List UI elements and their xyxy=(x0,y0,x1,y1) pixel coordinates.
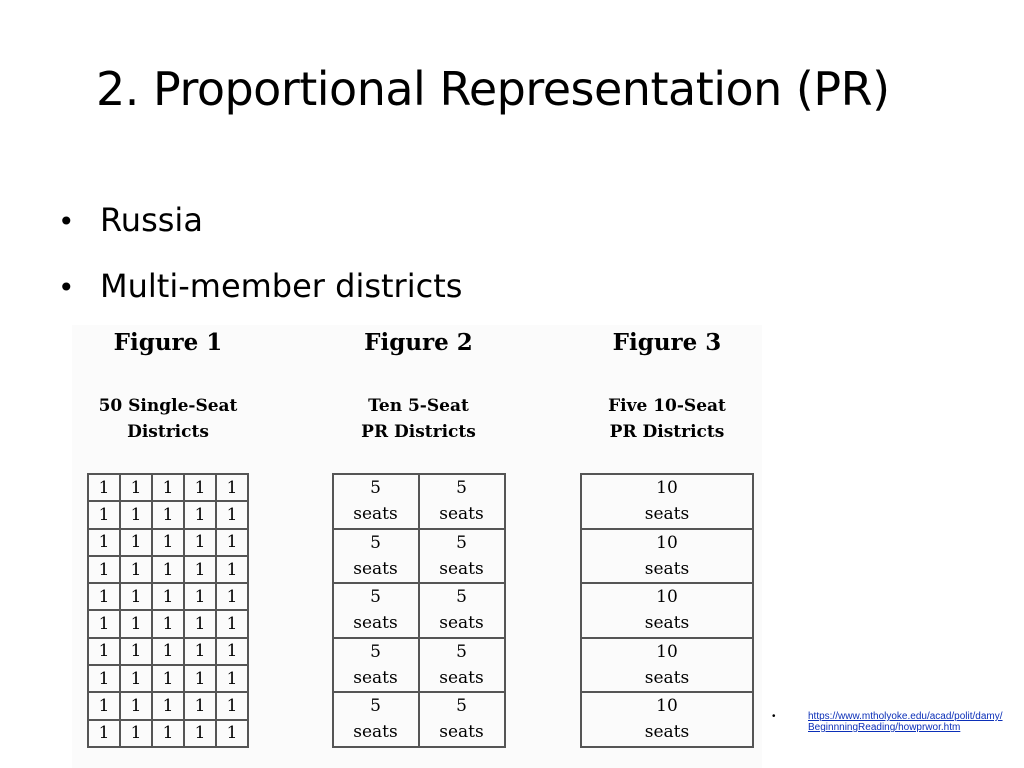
figure-1-cell: 1 xyxy=(120,474,152,501)
figure-3-title: Figure 3 xyxy=(612,329,722,356)
figure-2-row xyxy=(333,474,505,529)
figure-3-cell xyxy=(581,692,753,747)
figure-3-grid xyxy=(580,473,754,748)
figure-3-row xyxy=(581,529,753,584)
figure-2-cell-number: 5 xyxy=(370,587,381,608)
figure-2-cell-number: 5 xyxy=(370,532,381,553)
figure-1-row xyxy=(88,692,248,719)
figure-1-cell: 1 xyxy=(184,583,216,610)
figure-1-cell: 1 xyxy=(216,665,248,692)
figure-1-cell: 1 xyxy=(216,610,248,637)
bullet-marker: • xyxy=(58,205,75,238)
figure-1-cell: 1 xyxy=(88,583,120,610)
figure-3-cell-number: 10 xyxy=(656,532,678,553)
figure-1-title: Figure 1 xyxy=(113,329,223,356)
figure-1-cell: 1 xyxy=(88,556,120,583)
figure-1-cell: 1 xyxy=(88,474,120,501)
figure-1-row xyxy=(88,529,248,556)
figure-2-subtitle xyxy=(330,393,507,473)
figure-1-row xyxy=(88,610,248,637)
figure-3-subtitle xyxy=(578,393,756,473)
figure-1-cell: 1 xyxy=(216,583,248,610)
footnote-marker: • xyxy=(772,711,776,722)
figure-1-cell: 1 xyxy=(152,529,184,556)
figure-3-cell-unit: seats xyxy=(644,613,690,634)
figure-3-cell-unit: seats xyxy=(644,504,690,525)
slide-title: 2. Proportional Representation (PR) xyxy=(96,62,890,116)
figure-1-cell: 1 xyxy=(184,638,216,665)
figure-1-cell: 1 xyxy=(216,474,248,501)
figure-2-cell-unit: seats xyxy=(439,667,484,688)
figure-1-cell: 1 xyxy=(152,474,184,501)
source-link[interactable]: https://www.mtholyoke.edu/acad/polit/damy/BeginnningReading/howprwor.htm xyxy=(808,711,1003,733)
figure-2-cell xyxy=(419,583,505,638)
figure-3-cell-unit: seats xyxy=(644,667,690,688)
figure-2-subtitle-line1: Ten 5-Seat xyxy=(368,396,469,416)
figure-1-cell: 1 xyxy=(120,638,152,665)
figure-1-row xyxy=(88,638,248,665)
figure-3-cell-number: 10 xyxy=(656,587,678,608)
figure-1-cell: 1 xyxy=(216,692,248,719)
figure-1-cell: 1 xyxy=(216,556,248,583)
figure-1-row xyxy=(88,474,248,501)
figure-2-cell-number: 5 xyxy=(370,641,381,662)
figure-2-cell xyxy=(333,474,419,529)
figure-2-row xyxy=(333,692,505,747)
figure-3-cell xyxy=(581,529,753,584)
figure-1-cell: 1 xyxy=(88,720,120,747)
figure-3-subtitle-line2: PR Districts xyxy=(609,422,725,442)
figure-1-cell: 1 xyxy=(152,665,184,692)
figure-1-cell: 1 xyxy=(120,501,152,528)
figure-1-cell: 1 xyxy=(120,529,152,556)
figure-2-cell xyxy=(333,529,419,584)
figure-1 xyxy=(72,325,264,748)
figure-1-cell: 1 xyxy=(88,665,120,692)
figure-2-row xyxy=(333,638,505,693)
bullet-item-multi-member xyxy=(58,254,462,320)
figure-2-cell-unit: seats xyxy=(353,613,398,634)
figure-2-cell-unit: seats xyxy=(353,722,398,743)
figure-2-cell-number: 5 xyxy=(456,587,467,608)
figure-1-cell: 1 xyxy=(184,474,216,501)
figure-1-cell: 1 xyxy=(184,665,216,692)
figure-3-cell-number: 10 xyxy=(656,696,678,717)
figure-2-cell-number: 5 xyxy=(456,532,467,553)
figure-3-subtitle-line1: Five 10-Seat xyxy=(608,396,726,416)
figure-2-cell-number: 5 xyxy=(456,478,467,499)
figure-1-subtitle-line2: Districts xyxy=(127,422,209,442)
figure-3-cell xyxy=(581,474,753,529)
figure-3-cell-unit: seats xyxy=(644,722,690,743)
figure-3 xyxy=(578,325,756,748)
figure-1-row xyxy=(88,583,248,610)
bullet-marker: • xyxy=(58,271,75,304)
figure-1-row xyxy=(88,501,248,528)
figure-2-cell-unit: seats xyxy=(353,504,398,525)
figure-1-cell: 1 xyxy=(184,529,216,556)
figure-1-cell: 1 xyxy=(152,638,184,665)
bullet-text: Multi-member districts xyxy=(100,267,463,305)
figure-1-cell: 1 xyxy=(216,501,248,528)
bullet-item-russia xyxy=(58,188,462,254)
figure-2-cell-number: 5 xyxy=(456,696,467,717)
figure-1-cell: 1 xyxy=(88,638,120,665)
footnote xyxy=(772,711,1008,733)
figure-1-cell: 1 xyxy=(120,556,152,583)
figure-1-cell: 1 xyxy=(120,720,152,747)
figure-3-cell-number: 10 xyxy=(656,478,678,499)
figure-1-cell: 1 xyxy=(184,556,216,583)
figure-3-row xyxy=(581,638,753,693)
figure-1-cell: 1 xyxy=(216,720,248,747)
figure-1-cell: 1 xyxy=(152,720,184,747)
figure-1-cell: 1 xyxy=(184,610,216,637)
figure-2-cell-unit: seats xyxy=(439,722,484,743)
figure-2-subtitle-line2: PR Districts xyxy=(361,422,476,442)
figure-1-cell: 1 xyxy=(152,583,184,610)
figure-1-row xyxy=(88,556,248,583)
figure-2-cell xyxy=(333,583,419,638)
figure-1-row xyxy=(88,720,248,747)
bullet-list xyxy=(58,188,462,320)
figure-2-grid xyxy=(332,473,506,748)
figure-2-cell-unit: seats xyxy=(439,558,484,579)
figure-2-title: Figure 2 xyxy=(364,329,473,356)
figure-1-cell: 1 xyxy=(216,638,248,665)
figure-2-cell-number: 5 xyxy=(370,696,381,717)
figure-2-cell xyxy=(333,638,419,693)
figure-2-cell xyxy=(333,692,419,747)
figure-2-cell xyxy=(419,529,505,584)
figure-3-cell xyxy=(581,638,753,693)
figure-1-cell: 1 xyxy=(152,501,184,528)
figure-2-row xyxy=(333,529,505,584)
figure-2-cell-number: 5 xyxy=(370,478,381,499)
figure-3-cell-unit: seats xyxy=(644,558,690,579)
figure-1-cell: 1 xyxy=(120,692,152,719)
figure-2-cell-unit: seats xyxy=(439,504,484,525)
figure-1-cell: 1 xyxy=(88,692,120,719)
figure-1-cell: 1 xyxy=(184,720,216,747)
figure-1-cell: 1 xyxy=(152,692,184,719)
figure-1-cell: 1 xyxy=(184,692,216,719)
figures-image xyxy=(72,325,762,768)
figure-1-cell: 1 xyxy=(184,501,216,528)
figure-1-grid xyxy=(87,473,249,748)
figure-2-cell xyxy=(419,474,505,529)
figure-1-cell: 1 xyxy=(216,529,248,556)
figure-3-cell xyxy=(581,583,753,638)
figure-1-cell: 1 xyxy=(88,610,120,637)
bullet-text: Russia xyxy=(100,201,203,239)
figure-3-row xyxy=(581,692,753,747)
figure-2 xyxy=(330,325,507,748)
figure-1-cell: 1 xyxy=(152,610,184,637)
figure-1-subtitle-line1: 50 Single-Seat xyxy=(98,396,238,416)
figure-2-cell-unit: seats xyxy=(439,613,484,634)
figure-2-cell-unit: seats xyxy=(353,667,398,688)
figure-1-cell: 1 xyxy=(120,665,152,692)
figure-2-cell xyxy=(419,638,505,693)
figure-2-row xyxy=(333,583,505,638)
figure-3-cell-number: 10 xyxy=(656,641,678,662)
figure-1-cell: 1 xyxy=(88,529,120,556)
figure-1-cell: 1 xyxy=(120,583,152,610)
figure-2-cell xyxy=(419,692,505,747)
figure-3-row xyxy=(581,583,753,638)
figure-1-row xyxy=(88,665,248,692)
figure-1-cell: 1 xyxy=(120,610,152,637)
figure-1-subtitle xyxy=(72,393,264,473)
figure-3-row xyxy=(581,474,753,529)
figure-1-cell: 1 xyxy=(88,501,120,528)
figure-2-cell-unit: seats xyxy=(353,558,398,579)
figure-2-cell-number: 5 xyxy=(456,641,467,662)
figure-1-cell: 1 xyxy=(152,556,184,583)
